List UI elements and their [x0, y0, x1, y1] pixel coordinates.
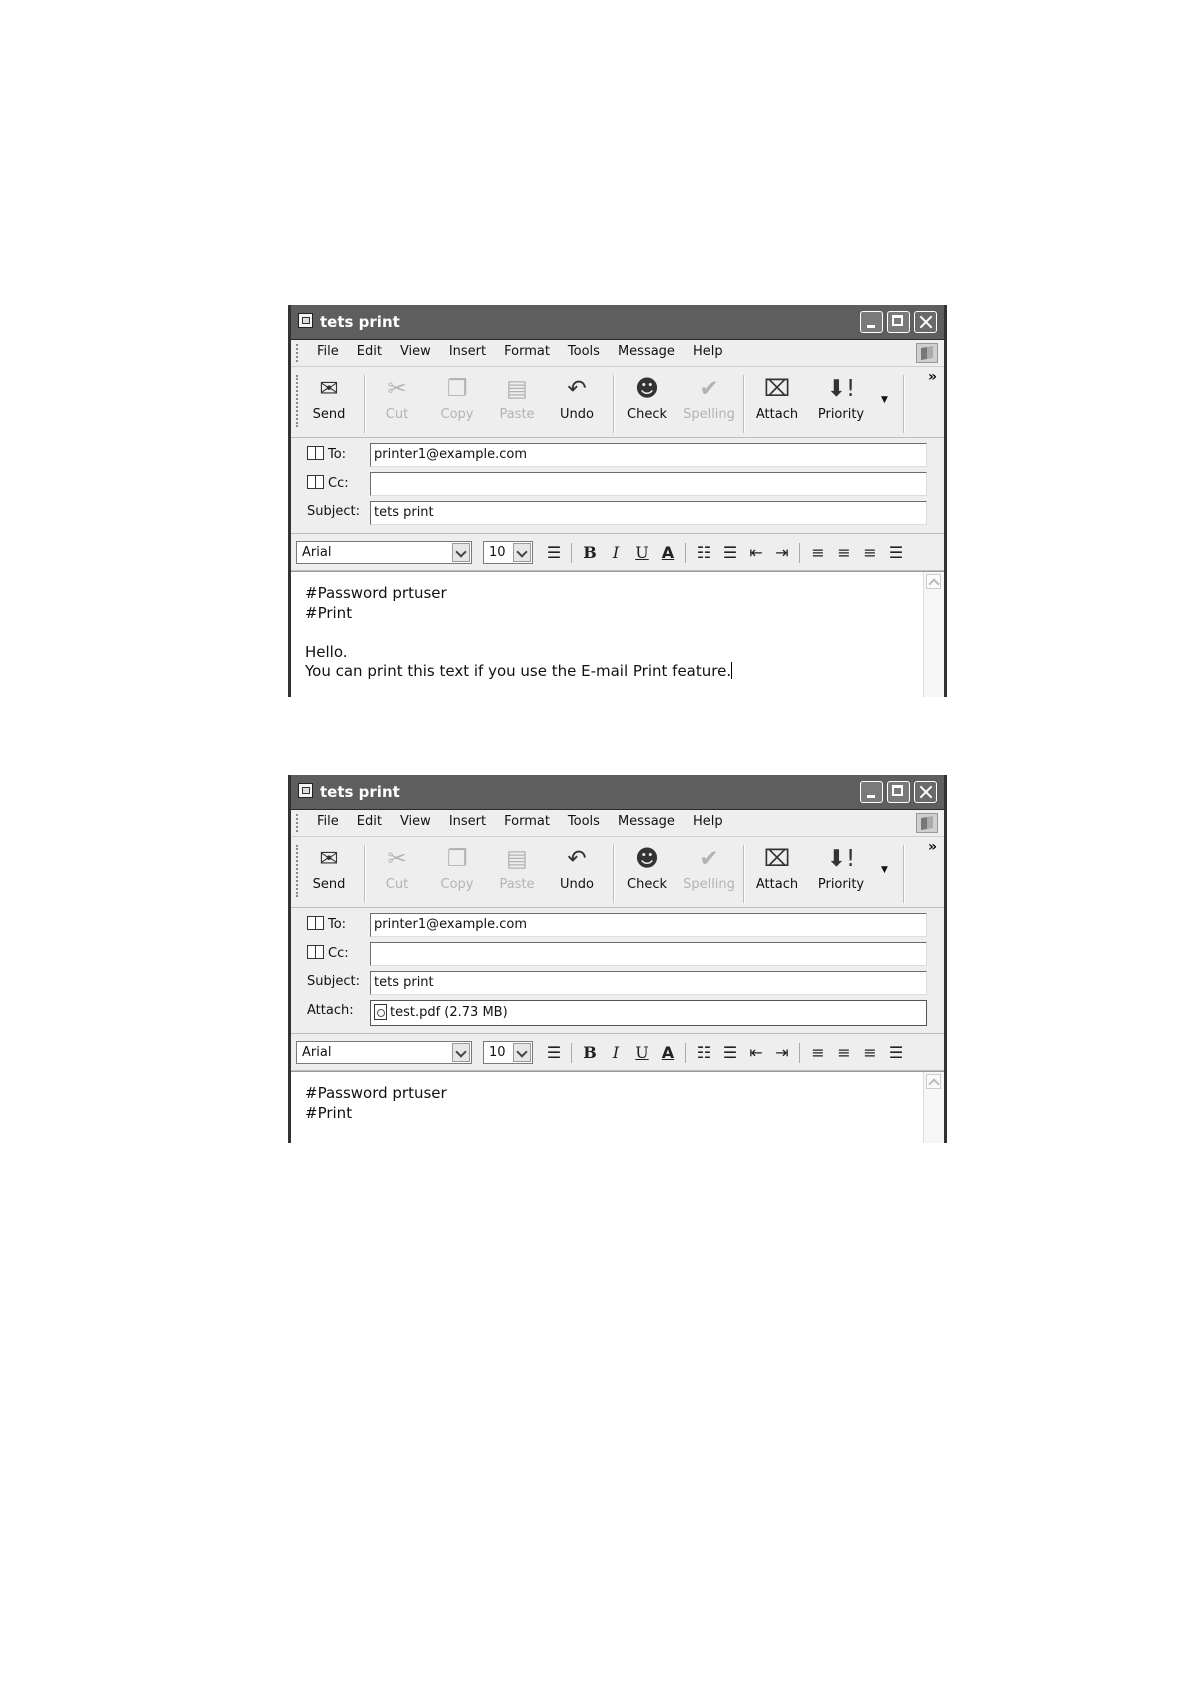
menu-edit[interactable]: Edit: [356, 814, 382, 829]
undo-icon: ↶: [567, 846, 587, 872]
font-color-icon[interactable]: A: [661, 1043, 675, 1062]
menu-file[interactable]: File: [317, 344, 339, 359]
increase-indent-icon[interactable]: ⇥: [775, 543, 789, 562]
subject-label: Subject:: [307, 974, 360, 989]
priority-button[interactable]: ⬇! Priority: [809, 375, 873, 433]
align-right-icon[interactable]: ≡: [863, 543, 877, 562]
font-size-select[interactable]: 10: [483, 1041, 533, 1064]
cc-label: Cc:: [328, 946, 349, 961]
increase-indent-icon[interactable]: ⇥: [775, 1043, 789, 1062]
paste-button[interactable]: ▤ Paste: [489, 375, 545, 433]
scroll-up-icon[interactable]: [926, 1074, 941, 1089]
to-field[interactable]: printer1@example.com: [370, 443, 927, 467]
copy-button[interactable]: ❐ Copy: [429, 845, 485, 903]
priority-button[interactable]: ⬇! Priority: [809, 845, 873, 903]
italic-icon[interactable]: I: [612, 543, 620, 562]
cc-label: Cc:: [328, 476, 349, 491]
pdf-file-icon: [374, 1004, 387, 1020]
justify-icon[interactable]: ☰: [888, 1043, 904, 1062]
check-names-icon: ☻: [635, 376, 659, 402]
paragraph-style-icon[interactable]: ☰: [546, 543, 562, 562]
address-book-icon[interactable]: [307, 916, 324, 930]
copy-icon: ❐: [446, 846, 468, 872]
to-label: To:: [328, 917, 347, 932]
copy-button[interactable]: ❐ Copy: [429, 375, 485, 433]
text-cursor: [731, 662, 732, 679]
close-button[interactable]: [914, 311, 937, 333]
undo-button[interactable]: ↶ Undo: [549, 845, 605, 903]
send-icon: ✉: [319, 376, 339, 402]
maximize-button[interactable]: [887, 311, 910, 333]
separator: [743, 845, 745, 903]
undo-button[interactable]: ↶ Undo: [549, 375, 605, 433]
align-left-icon[interactable]: ≡: [811, 543, 825, 562]
menu-format[interactable]: Format: [504, 344, 550, 359]
decrease-indent-icon[interactable]: ⇤: [749, 1043, 763, 1062]
address-book-icon[interactable]: [307, 446, 324, 460]
cc-field[interactable]: [370, 942, 927, 966]
menu-insert[interactable]: Insert: [448, 814, 487, 829]
attach-label: Attach:: [307, 1003, 354, 1018]
align-left-icon[interactable]: ≡: [811, 1043, 825, 1062]
minimize-button[interactable]: [860, 781, 883, 803]
bold-icon[interactable]: B: [583, 1043, 597, 1062]
separator: [613, 845, 615, 903]
spelling-button[interactable]: ✔ Spelling: [681, 845, 737, 903]
bullet-list-icon[interactable]: ☰: [722, 543, 738, 562]
address-book-icon[interactable]: [307, 945, 324, 959]
font-color-icon[interactable]: A: [661, 543, 675, 562]
separator: [799, 543, 800, 563]
checkmark-icon: ✔: [699, 376, 719, 402]
cc-field[interactable]: [370, 472, 927, 496]
menu-insert[interactable]: Insert: [448, 344, 487, 359]
separator: [903, 845, 905, 903]
spelling-button[interactable]: ✔ Spelling: [681, 375, 737, 433]
formatting-toolbar: [291, 1033, 944, 1071]
cut-button[interactable]: ✂ Cut: [369, 375, 425, 433]
window-title: tets print: [320, 783, 400, 801]
title-bar: [291, 305, 944, 340]
paste-icon: ▤: [506, 846, 528, 872]
menu-edit[interactable]: Edit: [356, 344, 382, 359]
address-book-icon[interactable]: [307, 475, 324, 489]
windows-logo-icon: [916, 343, 938, 363]
paperclip-icon: ⌧: [763, 376, 791, 402]
underline-icon[interactable]: U: [635, 1043, 649, 1062]
chevron-down-icon[interactable]: [513, 1043, 531, 1062]
toolbar-grip[interactable]: [296, 344, 301, 362]
separator: [364, 375, 366, 433]
message-icon: [298, 783, 313, 798]
menu-message[interactable]: Message: [617, 814, 675, 829]
minimize-button[interactable]: [860, 311, 883, 333]
underline-icon[interactable]: U: [635, 543, 649, 562]
priority-dropdown-icon[interactable]: ▼: [881, 865, 888, 875]
attachment-field[interactable]: [370, 1000, 927, 1026]
paragraph-style-icon[interactable]: ☰: [546, 1043, 562, 1062]
attach-button[interactable]: ⌧ Attach: [749, 845, 805, 903]
windows-logo-icon: [916, 813, 938, 833]
numbered-list-icon[interactable]: ☷: [696, 543, 712, 562]
to-field[interactable]: printer1@example.com: [370, 913, 927, 937]
check-names-icon: ☻: [635, 846, 659, 872]
to-label: To:: [328, 447, 347, 462]
font-select[interactable]: Arial: [296, 541, 472, 564]
cc-row: [291, 472, 944, 494]
menu-view[interactable]: View: [399, 814, 431, 829]
separator: [571, 1043, 572, 1063]
vertical-scrollbar[interactable]: [923, 1072, 944, 1143]
toolbar-overflow-icon[interactable]: »: [927, 369, 937, 385]
priority-dropdown-icon[interactable]: ▼: [881, 395, 888, 405]
priority-icon: ⬇!: [826, 376, 856, 402]
separator: [685, 1043, 686, 1063]
window-title: tets print: [320, 313, 400, 331]
attach-button[interactable]: ⌧ Attach: [749, 375, 805, 433]
menu-bar: [291, 810, 944, 837]
menu-help[interactable]: Help: [692, 344, 723, 359]
separator: [613, 375, 615, 433]
separator: [685, 543, 686, 563]
compose-window-1: [288, 305, 947, 697]
chevron-down-icon[interactable]: [513, 543, 531, 562]
send-button[interactable]: ✉ Send: [301, 845, 357, 903]
message-body[interactable]: [291, 571, 944, 697]
paste-icon: ▤: [506, 376, 528, 402]
close-button[interactable]: [914, 781, 937, 803]
toolbar-overflow-icon[interactable]: »: [927, 839, 937, 855]
to-row: [291, 913, 944, 935]
formatting-toolbar: [291, 533, 944, 571]
check-names-button[interactable]: ☻ Check: [619, 845, 675, 903]
scissors-icon: ✂: [387, 376, 407, 402]
separator: [903, 375, 905, 433]
checkmark-icon: ✔: [699, 846, 719, 872]
send-button[interactable]: ✉ Send: [301, 375, 357, 433]
menu-file[interactable]: File: [317, 814, 339, 829]
attachment-name[interactable]: test.pdf (2.73 MB): [390, 1005, 508, 1020]
message-icon: [298, 313, 313, 328]
maximize-button[interactable]: [887, 781, 910, 803]
decrease-indent-icon[interactable]: ⇤: [749, 543, 763, 562]
subject-label: Subject:: [307, 504, 360, 519]
separator: [364, 845, 366, 903]
menu-message[interactable]: Message: [617, 344, 675, 359]
menu-format[interactable]: Format: [504, 814, 550, 829]
subject-row: [291, 501, 944, 523]
vertical-scrollbar[interactable]: [923, 572, 944, 697]
chevron-down-icon[interactable]: [452, 1043, 470, 1062]
priority-icon: ⬇!: [826, 846, 856, 872]
separator: [743, 375, 745, 433]
menu-view[interactable]: View: [399, 344, 431, 359]
body-text: #Password prtuser #Print Hello. You can print this text if you use the E-mail Print feature.: [305, 584, 732, 680]
font-select[interactable]: Arial: [296, 1041, 472, 1064]
bullet-list-icon[interactable]: ☰: [722, 1043, 738, 1062]
font-size-select[interactable]: 10: [483, 541, 533, 564]
separator: [571, 543, 572, 563]
body-text: #Password prtuser #Print: [305, 1084, 447, 1122]
cc-row: [291, 942, 944, 964]
menu-bar: [291, 340, 944, 367]
check-names-button[interactable]: ☻ Check: [619, 375, 675, 433]
message-body[interactable]: [291, 1071, 944, 1143]
undo-icon: ↶: [567, 376, 587, 402]
align-center-icon[interactable]: ≡: [837, 543, 851, 562]
chevron-down-icon[interactable]: [452, 543, 470, 562]
menu-tools[interactable]: Tools: [567, 344, 600, 359]
toolbar: [291, 367, 944, 438]
scroll-up-icon[interactable]: [926, 574, 941, 589]
menu-tools[interactable]: Tools: [567, 814, 600, 829]
title-bar: [291, 775, 944, 810]
menu-help[interactable]: Help: [692, 814, 723, 829]
justify-icon[interactable]: ☰: [888, 543, 904, 562]
align-center-icon[interactable]: ≡: [837, 1043, 851, 1062]
paste-button[interactable]: ▤ Paste: [489, 845, 545, 903]
attach-row: [291, 1000, 944, 1022]
numbered-list-icon[interactable]: ☷: [696, 1043, 712, 1062]
toolbar: [291, 837, 944, 908]
separator: [799, 1043, 800, 1063]
to-row: [291, 443, 944, 465]
copy-icon: ❐: [446, 376, 468, 402]
subject-row: [291, 971, 944, 993]
bold-icon[interactable]: B: [583, 543, 597, 562]
send-icon: ✉: [319, 846, 339, 872]
align-right-icon[interactable]: ≡: [863, 1043, 877, 1062]
toolbar-grip[interactable]: [296, 814, 301, 832]
cut-button[interactable]: ✂ Cut: [369, 845, 425, 903]
compose-window-2: [288, 775, 947, 1143]
subject-field[interactable]: tets print: [370, 501, 927, 525]
paperclip-icon: ⌧: [763, 846, 791, 872]
subject-field[interactable]: tets print: [370, 971, 927, 995]
scissors-icon: ✂: [387, 846, 407, 872]
italic-icon[interactable]: I: [612, 1043, 620, 1062]
